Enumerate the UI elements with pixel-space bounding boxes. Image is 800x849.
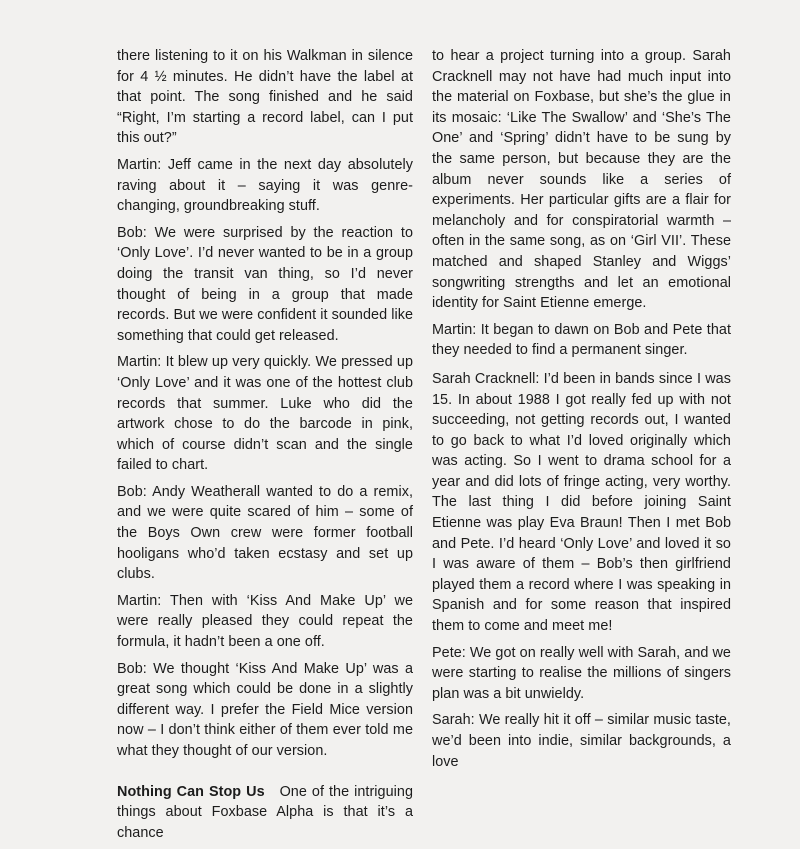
paragraph: Sarah: We really hit it off – similar music taste, we’d been into indie, similar backgrounds, a love (432, 712, 731, 770)
paragraph: Martin: It blew up very quickly. We pressed up ‘Only Love’ and it was one of the hottest club records that summer. Luke who did the artwork chose to do the barcode in pink, which of course didn’t scan and the single failed to chart. (117, 354, 413, 474)
paragraph: Martin: Jeff came in the next day absolutely raving about it – saying it was genre-changing, groundbreaking stuff. (117, 156, 413, 215)
section-paragraph (117, 782, 413, 844)
section-text: One of the intriguing things about Foxbase Alpha is that it’s a chance (117, 783, 413, 841)
left-column (117, 46, 413, 849)
paragraph: Martin: Then with ‘Kiss And Make Up’ we were really pleased they could repeat the formula, it hadn’t been a one off. (117, 592, 413, 651)
paragraph: there listening to it on his Walkman in silence for 4 ½ minutes. He didn’t have the label at that point. The song finished and he said “Right, I’m starting a record label, can I put this out?” (117, 48, 413, 147)
paragraph: Bob: We thought ‘Kiss And Make Up’ was a great song which could be done in a slightly different way. I prefer the Field Mice version now – I don’t think either of them ever told me what they thought of our version. (117, 660, 413, 759)
paragraph: Bob: We were surprised by the reaction to ‘Only Love’. I’d never wanted to be in a group doing the transit van thing, so I’d never thought of being in a group that made records. But we were confident it sounded like something that could get released. (117, 224, 413, 344)
paragraph: Sarah Cracknell: I’d been in bands since I was 15. In about 1988 I got really fed up with not succeeding, not getting records out, I wanted to go back to what I’d loved originally which was acting. So I went to drama school for a year and did lots of fringe acting, very worthy. The last thing I did before joining Saint Etienne was play Eva Braun! Then I met Bob and Pete. I’d heard ‘Only Love’ and loved it so I was aware of them – Bob’s then girlfriend played them a record where I was speaking in Spanish and for some reason that inspired them to come and meet me! (432, 370, 731, 635)
paragraph: Pete: We got on really well with Sarah, and we were starting to realise the millions of singers plan was a bit unwieldy. (432, 644, 731, 702)
paragraph: to hear a project turning into a group. Sarah Cracknell may not have had much input into the material on Foxbase, but she’s the glue in its mosaic: ‘Like The Swallow’ and ‘She’s The One’ and ‘Spring’ didn’t have to be sung by the same person, but because they are the album never sounds like a series of experiments. Her particular gifts are a flair for melancholy and for conspiratorial warmth – often in the same song, as on ‘Girl VII’. These matched and shaped Stanley and Wiggs’ songwriting strengths and let an emotional identity for Saint Etienne emerge. (432, 48, 731, 312)
section-subhead: Nothing Can Stop Us (117, 783, 265, 800)
paragraph: Martin: It began to dawn on Bob and Pete that they needed to find a permanent singer. (432, 321, 731, 359)
right-column (432, 46, 731, 778)
paragraph: Bob: Andy Weatherall wanted to do a remix, and we were quite scared of him – some of the Boys Own crew were former football hooligans who’d taken ecstasy and set up clubs. (117, 483, 413, 583)
